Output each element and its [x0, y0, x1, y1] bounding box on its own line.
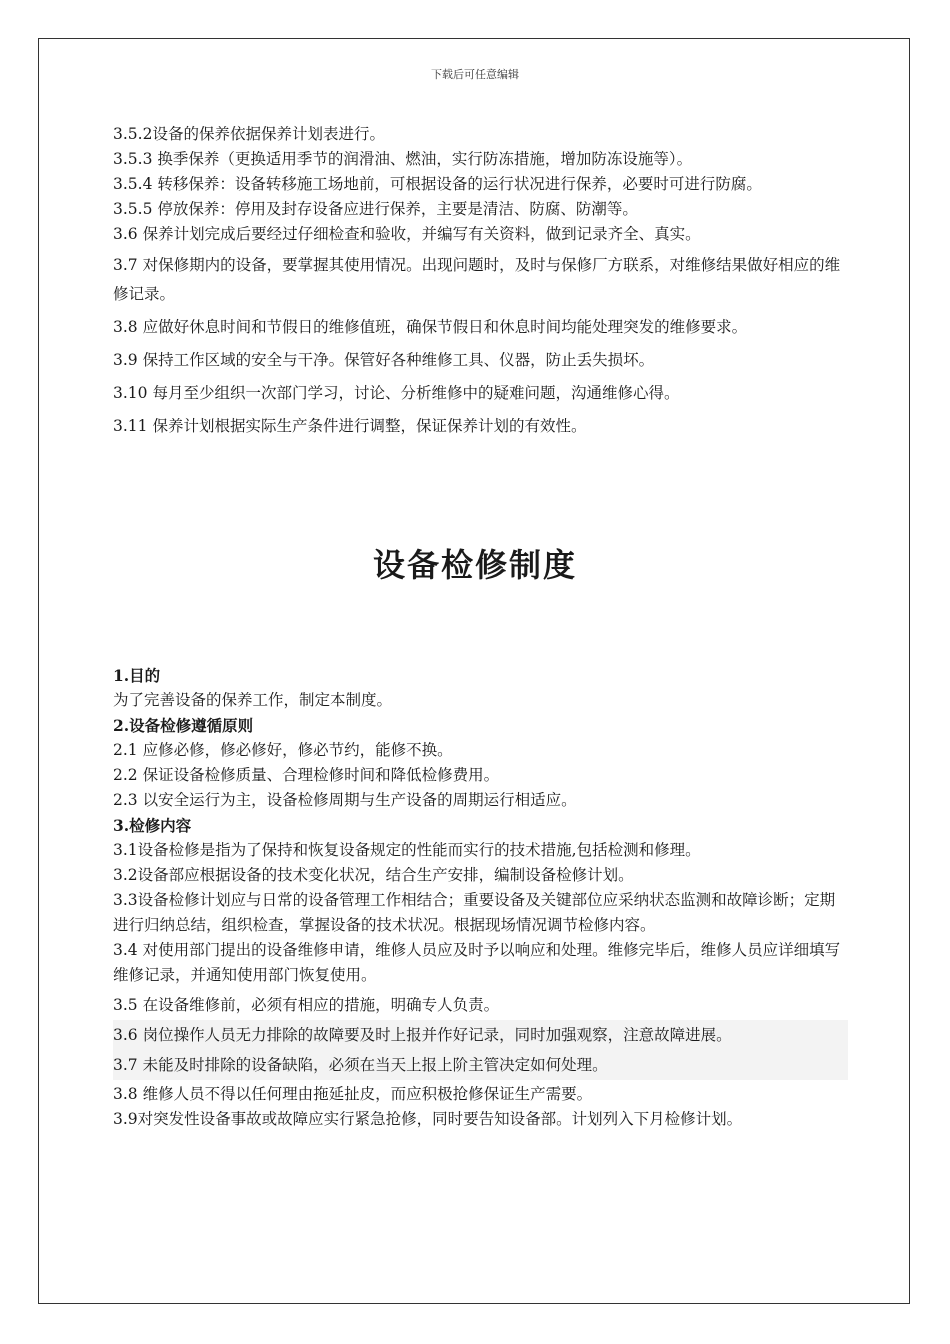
list-item: 3.1设备检修是指为了保持和恢复设备规定的性能而实行的技术措施,包括检测和修理。	[113, 841, 701, 859]
list-item: 3.4 对使用部门提出的设备维修申请，维修人员应及时予以响应和处理。维修完毕后，维修人员应详细填写维修记录，并通知使用部门恢复使用。	[113, 941, 841, 984]
paragraph: 为了完善设备的保养工作，制定本制度。	[113, 691, 393, 709]
list-item: 3.9对突发性设备事故或故障应实行紧急抢修，同时要告知设备部。计划列入下月检修计划。	[113, 1110, 743, 1128]
list-item: 2.3 以安全运行为主，设备检修周期与生产设备的周期运行相适应。	[113, 791, 577, 809]
paragraph: 3.8 应做好休息时间和节假日的维修值班，确保节假日和休息时间均能处理突发的维修要求。	[113, 318, 748, 336]
list-item: 3.2设备部应根据设备的技术变化状况，结合生产安排，编制设备检修计划。	[113, 866, 634, 884]
document-title: 设备检修制度	[372, 546, 577, 584]
section-bottom	[113, 663, 848, 1132]
section-heading-principles: 2.设备检修遵循原则	[113, 716, 254, 735]
section-heading-content: 3.检修内容	[113, 816, 192, 835]
list-item: 2.1 应修必修，修必修好，修必节约，能修不换。	[113, 741, 453, 759]
header-note: 下载后可任意编辑	[431, 68, 519, 81]
paragraph: 3.7 对保修期内的设备，要掌握其使用情况。出现问题时，及时与保修厂方联系，对维修结果做好相应的维修记录。	[113, 256, 841, 303]
paragraph: 3.5.3 换季保养（更换适用季节的润滑油、燃油，实行防冻措施，增加防冻设施等）。	[113, 150, 693, 168]
section-top	[113, 122, 848, 441]
list-item: 3.5 在设备维修前，必须有相应的措施，明确专人负责。	[113, 996, 500, 1014]
paragraph: 3.9 保持工作区域的安全与干净。保管好各种维修工具、仪器，防止丢失损坏。	[113, 351, 655, 369]
list-item: 3.7 未能及时排除的设备缺陷，必须在当天上报上阶主管决定如何处理。	[113, 1050, 848, 1080]
list-item: 3.3设备检修计划应与日常的设备管理工作相结合；重要设备及关键部位应采纳状态监测和故障诊断；定期进行归纳总结，组织检查，掌握设备的技术状况。根据现场情况调节检修内容。	[113, 891, 836, 934]
paragraph: 3.5.4 转移保养：设备转移施工场地前，可根据设备的运行状况进行保养，必要时可进行防腐。	[113, 175, 762, 193]
paragraph: 3.11 保养计划根据实际生产条件进行调整，保证保养计划的有效性。	[113, 417, 587, 435]
paragraph: 3.5.2设备的保养依据保养计划表进行。	[113, 125, 385, 143]
paragraph: 3.5.5 停放保养：停用及封存设备应进行保养，主要是清洁、防腐、防潮等。	[113, 200, 638, 218]
list-item: 3.8 维修人员不得以任何理由拖延扯皮，而应积极抢修保证生产需要。	[113, 1085, 593, 1103]
list-item: 2.2 保证设备检修质量、合理检修时间和降低检修费用。	[113, 766, 500, 784]
list-item: 3.6 岗位操作人员无力排除的故障要及时上报并作好记录，同时加强观察，注意故障进展。	[113, 1020, 848, 1050]
paragraph: 3.6 保养计划完成后要经过仔细检查和验收，并编写有关资料，做到记录齐全、真实。	[113, 225, 701, 243]
paragraph: 3.10 每月至少组织一次部门学习，讨论、分析维修中的疑难问题，沟通维修心得。	[113, 384, 680, 402]
section-heading-purpose: 1.目的	[113, 666, 161, 685]
